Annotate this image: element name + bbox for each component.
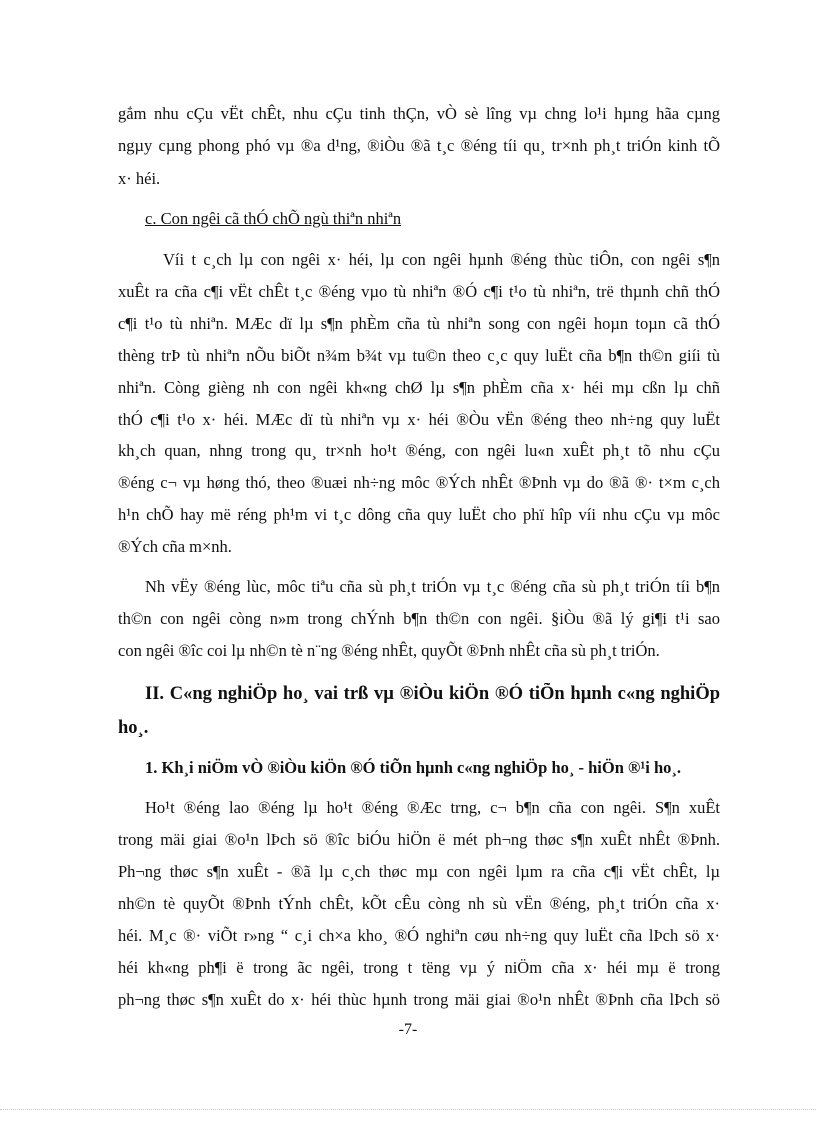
text-line: x· héi. [118, 169, 161, 188]
page-number: -7- [398, 1021, 418, 1038]
text-line: kh¸ch quan, nhng trong qu¸ tr×nh ho¹t ®éng, con ngêi lu«n xuÊt ph¸t tõ nhu cÇu [118, 441, 720, 460]
text-line: Ph¬ng thøc s¶n xuÊt - ®ã lµ c¸ch thøc mµ con ngêi lµm ra cña c¶i vËt chÊt, lµ [118, 862, 720, 881]
text-line: ®Ých cña m×nh. [118, 537, 232, 556]
text-line: héi. M¸c ®· viÕt r»ng “ c¸i ch×a kho¸ ®Ó nghiªn cøu nh÷ng quy luËt cña lÞch sö x· [118, 926, 720, 945]
section-c-heading [145, 209, 401, 229]
text-line: xuÊt ra cña c¶i vËt chÊt t¸c ®éng vµo tù nhiªn ®Ó c¶i t¹o tù nhiªn, trë thµnh chñ thÓ [118, 282, 720, 301]
text-line: trong mäi giai ®o¹n lÞch sö ®îc biÓu hiÖn ë mét ph¬ng thøc s¶n xuÊt nhÊt ®Þnh. [118, 830, 720, 849]
section-ii-heading: II. C«ng nghiÖp ho¸ vai trß vµ ®iÒu kiÖn ®Ó tiÕn hµnh c«ng nghiÖp [145, 684, 720, 704]
text-line: gắm nhu cÇu vËt chÊt, nhu cÇu tinh thÇn, vÒ sè lîng vµ chng lo¹i hµng hãa cµng [118, 104, 720, 123]
text-line: Ho¹t ®éng lao ®éng lµ ho¹t ®éng ®Æc trng, c¬ b¶n cña con ngêi. S¶n xuÊt [145, 798, 720, 817]
section-ii-heading-cont: ho¸. [118, 718, 149, 738]
text-line: nh©n tè quyÕt ®Þnh tÝnh chÊt, kÕt cÊu còng nh sù vËn ®éng, ph¸t triÓn cña x· [118, 894, 720, 913]
text-line: héi kh«ng ph¶i ë trong ãc ngêi, trong t tëng vµ ý niÖm cña x· héi mµ ë trong [118, 958, 720, 977]
text-line: Nh vËy ®éng lùc, môc tiªu cña sù ph¸t triÓn vµ t¸c ®éng cña sù ph¸t triÓn tíi b¶n [145, 577, 720, 596]
page-bottom-divider [0, 1109, 816, 1110]
text-line: nhiªn. Còng gièng nh con ngêi kh«ng chØ lµ s¶n phÈm cña x· héi mµ cßn lµ chñ [118, 378, 720, 397]
text-line: h¹n chÕ hay më réng ph¹m vi t¸c dông cña quy luËt cho phï hîp víi nhu cÇu vµ môc [118, 505, 720, 524]
text-line: thèng trÞ tù nhiªn nÕu biÕt n¾m b¾t vµ tu©n theo c¸c quy luËt cña b¶n th©n giíi tù [118, 346, 720, 365]
text-line: ®éng c¬ vµ høng thó, theo ®uæi nh÷ng môc ®Ých nhÊt ®Þnh vµ do ®ã ®· t×m c¸ch [118, 473, 720, 492]
text-line: c¶i t¹o tù nhiªn. MÆc dï lµ s¶n phÈm cña tù nhiªn song con ngêi hoµn toµn cã thÓ [118, 314, 720, 333]
text-line: con ngêi ®îc coi lµ nh©n tè n¨ng ®éng nhÊt, quyÕt ®Þnh nhÊt cña sù ph¸t triÓn. [118, 641, 660, 660]
section-c-heading-text: c. Con ngêi cã thÓ chÕ ngù thiªn nhiªn [145, 209, 402, 228]
section-1-heading: 1. Kh¸i niÖm vÒ ®iÒu kiÖn ®Ó tiÕn hµnh c«ng nghiÖp ho¸ - hiÖn ®¹i ho¸. [145, 758, 682, 777]
text-line: ph¬ng thøc s¶n xuÊt do x· héi thùc hµnh trong mäi giai ®o¹n nhÊt ®Þnh cña lÞch sö [118, 990, 720, 1009]
text-line: Víi t c¸ch lµ con ngêi x· héi, lµ con ngêi hµnh ®éng thùc tiÔn, con ngêi s¶n [163, 250, 720, 269]
text-line: thÓ c¶i t¹o x· héi. MÆc dï tù nhiªn vµ x· héi ®Òu vËn ®éng theo nh÷ng quy luËt [118, 410, 720, 429]
text-line: ngµy cµng phong phó vµ ®a d¹ng, ®iÒu ®ã t¸c ®éng tíi qu¸ tr×nh ph¸t triÓn kinh tÕ [118, 136, 720, 155]
text-line: th©n con ngêi còng n»m trong chÝnh b¶n th©n con ngêi. §iÒu ®ã lý gi¶i t¹i sao [118, 609, 720, 628]
